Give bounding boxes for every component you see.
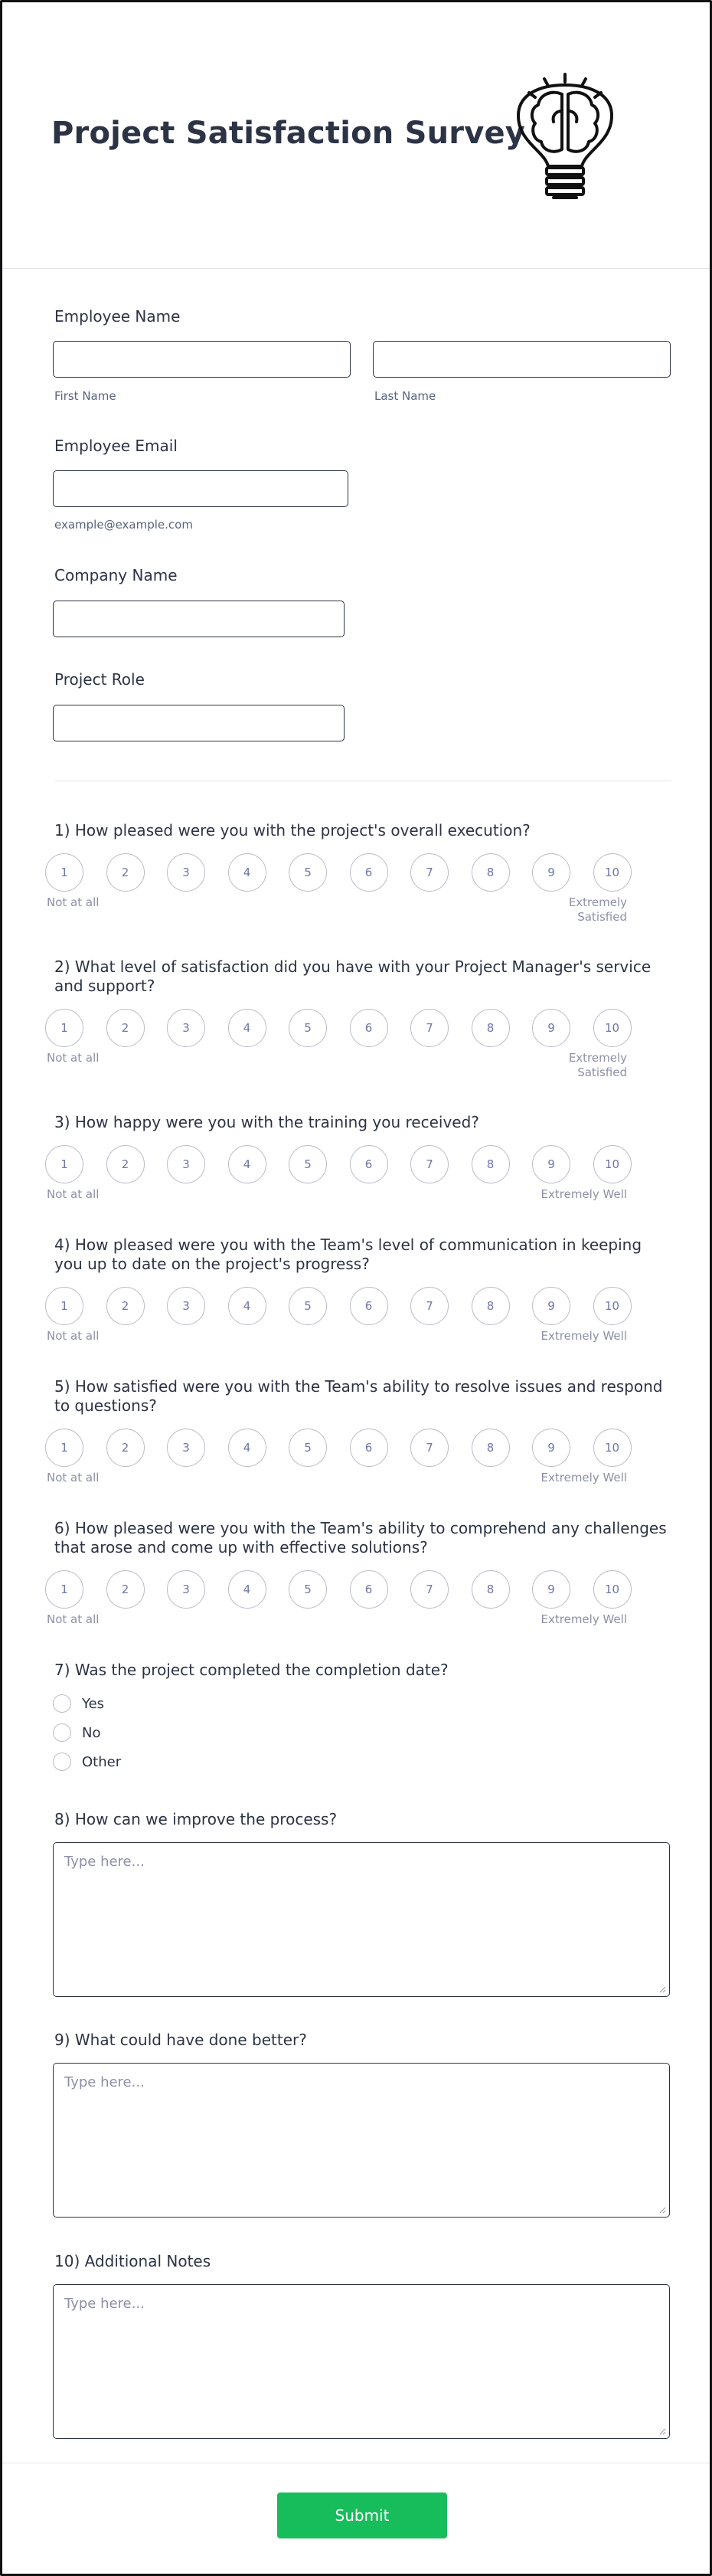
rating-option-6[interactable]: 6: [350, 1570, 388, 1609]
radio-circle[interactable]: [53, 1723, 71, 1742]
project-role-label: Project Role: [54, 670, 145, 689]
rating-option-10[interactable]: 10: [593, 1570, 632, 1609]
rating-option-10[interactable]: 10: [593, 853, 632, 892]
radio-yes[interactable]: Yes: [53, 1694, 104, 1713]
additional-notes-textarea[interactable]: [53, 2284, 670, 2439]
rating-option-3[interactable]: 3: [167, 853, 205, 892]
email-sublabel: example@example.com: [54, 518, 193, 532]
rating-option-5[interactable]: 5: [289, 853, 327, 892]
rating-option-2[interactable]: 2: [106, 1570, 145, 1609]
scale-high-label: Extremely Well: [541, 1471, 627, 1484]
rating-option-3[interactable]: 3: [167, 1429, 205, 1467]
rating-scale-6: [45, 1570, 642, 1609]
scale-low-label: Not at all: [47, 1612, 100, 1626]
rating-option-7[interactable]: 7: [410, 1429, 449, 1467]
scale-low-label: Not at all: [47, 1329, 100, 1343]
radio-other[interactable]: Other: [53, 1753, 121, 1771]
rating-option-6[interactable]: 6: [350, 1009, 388, 1047]
rating-option-2[interactable]: 2: [106, 853, 145, 892]
employee-name-label: Employee Name: [54, 307, 181, 326]
rating-option-5[interactable]: 5: [289, 1429, 327, 1467]
rating-option-8[interactable]: 8: [472, 1570, 510, 1609]
company-name-label: Company Name: [54, 566, 178, 584]
form-header: [2, 2, 710, 269]
employee-email-label: Employee Email: [54, 437, 178, 455]
rating-option-4[interactable]: 4: [228, 1287, 266, 1325]
rating-option-1[interactable]: 1: [45, 853, 83, 892]
rating-option-6[interactable]: 6: [350, 1429, 388, 1467]
question-5: 5) How satisfied were you with the Team's ability to resolve issues and respond to questions?: [54, 1377, 663, 1415]
rating-scale-2: [45, 1009, 642, 1047]
question-3: 3) How happy were you with the training you received?: [54, 1113, 479, 1131]
rating-scale-3: [45, 1145, 642, 1183]
rating-option-5[interactable]: 5: [289, 1570, 327, 1609]
rating-option-3[interactable]: 3: [167, 1287, 205, 1325]
radio-no[interactable]: No: [53, 1723, 100, 1742]
scale-high-label: Extremely Well: [541, 1612, 627, 1626]
rating-option-4[interactable]: 4: [228, 1570, 266, 1609]
last-name-input[interactable]: [373, 341, 671, 378]
question-7: 7) Was the project completed the completion date?: [54, 1661, 449, 1679]
rating-scale-4: [45, 1287, 642, 1325]
improve-process-textarea[interactable]: [53, 1842, 670, 1997]
question-10: 10) Additional Notes: [54, 2252, 211, 2270]
question-1: 1) How pleased were you with the project's overall execution?: [54, 821, 531, 840]
rating-option-6[interactable]: 6: [350, 853, 388, 892]
rating-option-7[interactable]: 7: [410, 1570, 449, 1609]
rating-option-1[interactable]: 1: [45, 1009, 83, 1047]
radio-circle[interactable]: [53, 1753, 71, 1771]
rating-option-3[interactable]: 3: [167, 1145, 205, 1183]
scale-high-label: Extremely Satisfied: [568, 895, 627, 924]
rating-option-10[interactable]: 10: [593, 1287, 632, 1325]
rating-option-2[interactable]: 2: [106, 1287, 145, 1325]
scale-high-label: Extremely Well: [541, 1329, 627, 1343]
rating-option-9[interactable]: 9: [532, 1009, 570, 1047]
last-name-sublabel: Last Name: [374, 389, 436, 403]
resize-handle-icon[interactable]: [658, 1985, 666, 1993]
rating-option-4[interactable]: 4: [228, 1429, 266, 1467]
rating-option-4[interactable]: 4: [228, 1009, 266, 1047]
done-better-textarea[interactable]: [53, 2063, 670, 2218]
rating-option-9[interactable]: 9: [532, 853, 570, 892]
first-name-input[interactable]: [53, 341, 351, 378]
rating-option-1[interactable]: 1: [45, 1287, 83, 1325]
project-role-input[interactable]: [53, 705, 345, 741]
scale-low-label: Not at all: [47, 1471, 100, 1484]
scale-high-label: Extremely Satisfied: [568, 1051, 627, 1079]
rating-option-9[interactable]: 9: [532, 1429, 570, 1467]
rating-option-7[interactable]: 7: [410, 1009, 449, 1047]
question-2: 2) What level of satisfaction did you have with your Project Manager's service and support?: [54, 957, 652, 995]
scale-low-label: Not at all: [47, 1187, 100, 1201]
question-8: 8) How can we improve the process?: [54, 1810, 338, 1828]
question-9: 9) What could have done better?: [54, 2031, 307, 2049]
rating-option-10[interactable]: 10: [593, 1145, 632, 1183]
rating-option-10[interactable]: 10: [593, 1429, 632, 1467]
email-field[interactable]: [53, 470, 348, 507]
scale-low-label: Not at all: [47, 895, 100, 909]
rating-option-2[interactable]: 2: [106, 1145, 145, 1183]
rating-option-8[interactable]: 8: [472, 1429, 510, 1467]
page-title: Project Satisfaction Survey: [51, 116, 526, 151]
radio-circle[interactable]: [53, 1694, 71, 1713]
rating-scale-5: [45, 1429, 642, 1467]
first-name-sublabel: First Name: [54, 389, 116, 403]
rating-option-6[interactable]: 6: [350, 1287, 388, 1325]
rating-option-2[interactable]: 2: [106, 1009, 145, 1047]
rating-option-8[interactable]: 8: [472, 853, 510, 892]
rating-option-7[interactable]: 7: [410, 853, 449, 892]
rating-option-3[interactable]: 3: [167, 1009, 205, 1047]
brain-lightbulb-icon: [514, 71, 616, 206]
rating-option-4[interactable]: 4: [228, 853, 266, 892]
rating-option-7[interactable]: 7: [410, 1145, 449, 1183]
rating-option-9[interactable]: 9: [532, 1287, 570, 1325]
rating-option-5[interactable]: 5: [289, 1145, 327, 1183]
question-4: 4) How pleased were you with the Team's level of communication in keeping you up to date on the project's progress?: [54, 1236, 642, 1273]
rating-option-3[interactable]: 3: [167, 1570, 205, 1609]
rating-option-10[interactable]: 10: [593, 1009, 632, 1047]
rating-option-1[interactable]: 1: [45, 1570, 83, 1609]
rating-option-4[interactable]: 4: [228, 1145, 266, 1183]
rating-option-1[interactable]: 1: [45, 1145, 83, 1183]
scale-low-label: Not at all: [47, 1051, 100, 1065]
rating-option-8[interactable]: 8: [472, 1287, 510, 1325]
rating-option-5[interactable]: 5: [289, 1287, 327, 1325]
company-name-input[interactable]: [53, 601, 345, 637]
scale-high-label: Extremely Well: [541, 1187, 627, 1201]
rating-option-8[interactable]: 8: [472, 1145, 510, 1183]
rating-scale-1: [45, 853, 642, 892]
rating-option-7[interactable]: 7: [410, 1287, 449, 1325]
rating-option-1[interactable]: 1: [45, 1429, 83, 1467]
resize-handle-icon[interactable]: [658, 2427, 666, 2435]
rating-option-5[interactable]: 5: [289, 1009, 327, 1047]
rating-option-2[interactable]: 2: [106, 1429, 145, 1467]
resize-handle-icon[interactable]: [658, 2206, 666, 2214]
rating-option-6[interactable]: 6: [350, 1145, 388, 1183]
textarea-placeholder: Type here...: [64, 2074, 145, 2090]
rating-option-8[interactable]: 8: [472, 1009, 510, 1047]
question-6: 6) How pleased were you with the Team's ability to comprehend any challenges that arose and come up with effective solutions?: [54, 1519, 667, 1556]
textarea-placeholder: Type here...: [64, 2296, 145, 2312]
submit-button[interactable]: Submit: [277, 2493, 447, 2538]
textarea-placeholder: Type here...: [64, 1854, 145, 1870]
rating-option-9[interactable]: 9: [532, 1145, 570, 1183]
rating-option-9[interactable]: 9: [532, 1570, 570, 1609]
